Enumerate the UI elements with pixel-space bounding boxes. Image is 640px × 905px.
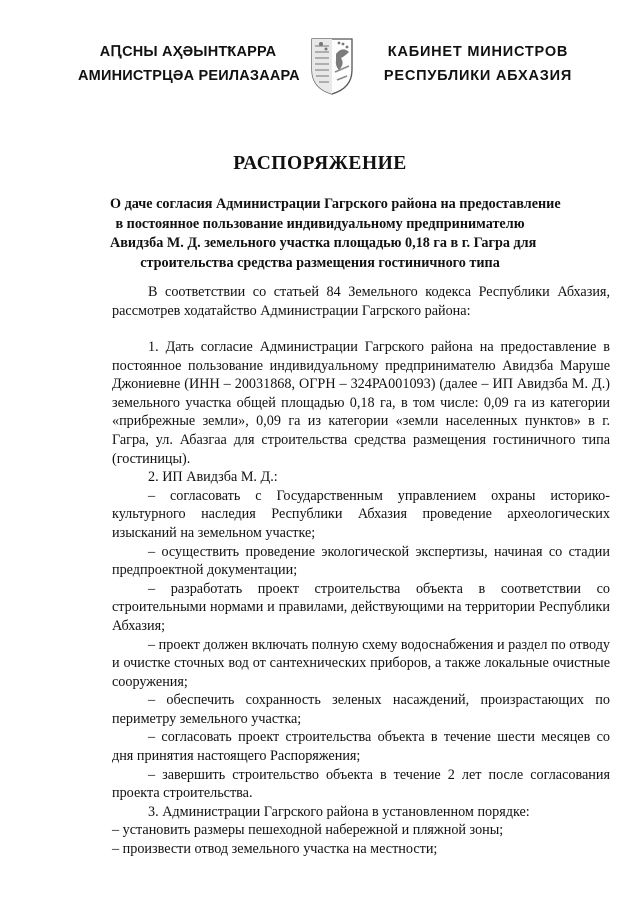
item-2-project: – разработать проект строительства объекта в соответствии со строительными нормами и правилами, действующими на территории Республики Абхазия; — [112, 580, 610, 634]
subject-line-1: О даче согласия Администрации Гагрского района на предоставление — [110, 196, 561, 212]
preamble — [112, 283, 610, 320]
item-2: 2. ИП Авидзба М. Д.: — [148, 469, 278, 486]
document-subject — [110, 195, 561, 273]
item-3: 3. Администрации Гагрского района в установленном порядке: — [148, 803, 530, 820]
item-2-greenery: – обеспечить сохранность зеленых насаждений, произрастающих по периметру земельного участка; — [112, 692, 610, 727]
subject-line-2: в постоянное пользование индивидуальному предпринимателю — [115, 215, 525, 232]
item-2-ecology: – осуществить проведение экологической экспертизы, начиная со стадии предпроектной документации; — [112, 543, 610, 579]
preamble-text: В соответствии со статьей 84 Земельного кодекса Республики Абхазия, рассмотрев ходатайство Администрации Гагрского района: — [112, 284, 610, 319]
header-russian-line2: РЕСПУБЛИКИ АБХАЗИЯ — [383, 68, 573, 84]
subject-line-3: Авидзба М. Д. земельного участка площадью 0,18 га в г. Гагра для — [110, 235, 537, 251]
header-abkhaz — [78, 40, 298, 88]
coat-of-arms-emblem — [309, 36, 355, 96]
item-3-allotment: – произвести отвод земельного участка на местности; — [112, 841, 438, 858]
header-abkhaz-line1: АԤСНЫ АҲӘЫНТҞАРРА — [99, 44, 277, 60]
item-3-embankment: – установить размеры пешеходной набережной и пляжной зоны; — [112, 822, 504, 839]
subject-line-4: строительства средства размещения гостиничного типа — [140, 254, 500, 271]
item-2-approval: – согласовать проект строительства объекта в течение шести месяцев со дня принятия настоящего Распоряжения; — [112, 729, 610, 765]
item-2-completion: – завершить строительство объекта в течение 2 лет после согласования проекта строительства. — [112, 766, 610, 802]
document-title: РАСПОРЯЖЕНИЕ — [233, 153, 407, 174]
item-1: 1. Дать согласие Администрации Гагрского района на предоставление в постоянное пользование индивидуальному предпринимателю Авидзба Маруше Джониевне (ИНН – 20031868, ОГРН – 324РА001093) (далее – ИП Авидзба М. Д.) земельного участка общей площадью 0,18 га, в том числе: 0,09 га из категории «прибрежные земли», 0,09 га из категории «земли населенных пунктов» в г. Гагра, ул. Абазгаа для строительства средства размещения гостиничного типа (гостиницы). — [112, 339, 610, 467]
item-2-archaeology: – согласовать с Государственным управлением охраны историко-культурного наследия Республики Абхазия проведение археологических изысканий на земельном участке; — [112, 487, 610, 541]
resolution-body — [112, 338, 610, 859]
header-russian — [378, 40, 578, 88]
header-russian-line1: КАБИНЕТ МИНИСТРОВ — [387, 44, 569, 60]
header-abkhaz-line2: АМИНИСТРЦӘА РЕИЛАЗААРА — [78, 68, 300, 84]
item-2-water-supply: – проект должен включать полную схему водоснабжения и раздел по отводу и очистке сточных вод от сантехнических приборов, а также локальные очистные сооружения; — [112, 636, 610, 690]
